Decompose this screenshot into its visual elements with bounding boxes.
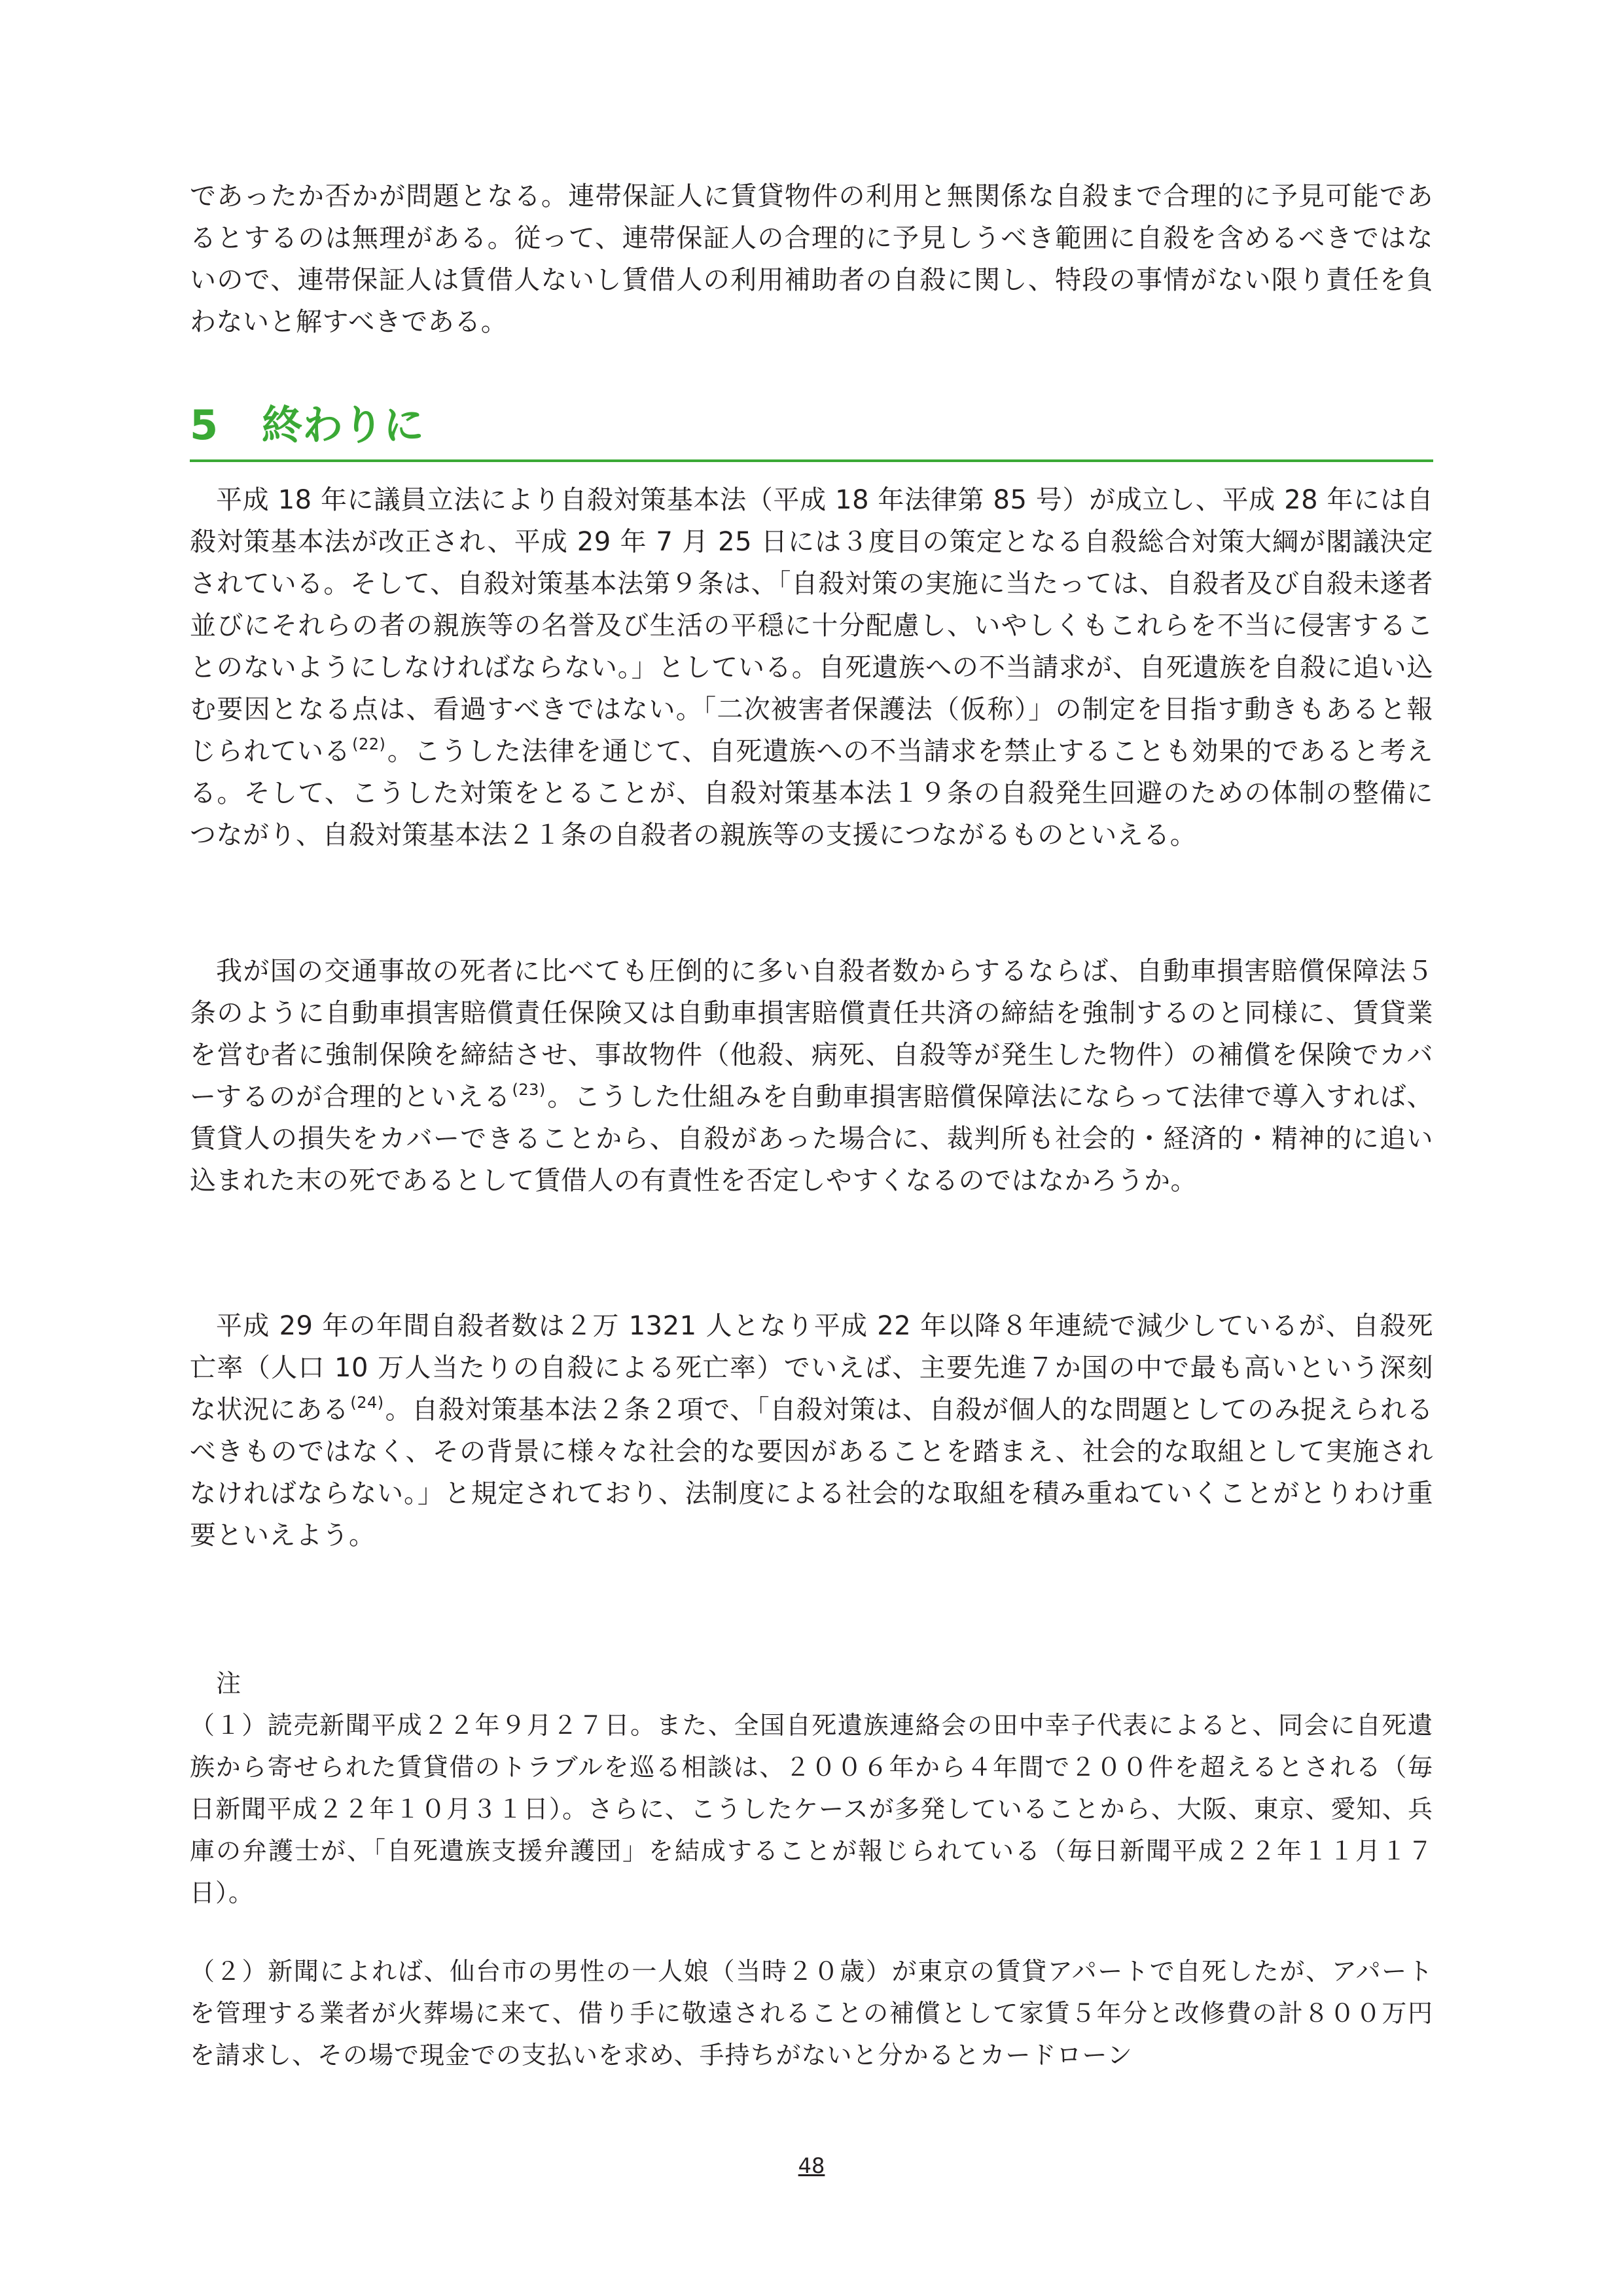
paragraph-text: 平成 18 年に議員立法により自殺対策基本法（平成 18 年法律第 85 号）が成立し、平成 28 年には自殺対策基本法が改正され、平成 29 年 7 月 25 日には３度目の策定となる自殺総合対策大綱が閣議決定されている。そして、自殺対策基本法第９条は、「自殺対策の実施に当たっては、自殺者及び自殺未遂者並びにそれらの者の親族等の名誉及び生活の平穏に十分配慮し、いやしくもこれらを不当に侵害することのないようにしなければならない。」としている。自死遺族への不当請求が、自死遺族を自殺に追い込む要因となる点は、看過すべきではない。「二次被害者保護法（仮称）」の制定を目指す動きもあると報じられている [190,485,1433,766]
intro-paragraph: であったか否かが問題となる。連帯保証人に賃貸物件の利用と無関係な自殺まで合理的に予見可能であるとするのは無理がある。従って、連帯保証人の合理的に予見しうべき範囲に自殺を含めるべきではないので、連帯保証人は賃借人ないし賃借人の利用補助者の自殺に関し、特段の事情がない限り責任を負わないと解すべきである。 [190,181,1433,337]
note-1-block [190,1704,1433,1914]
page-number: 48 [798,2153,825,2178]
section-number: 5 [190,401,219,449]
body-paragraph-1-block [190,479,1433,856]
body-paragraph-2 [190,950,1433,1202]
note-2-block [190,1950,1433,2076]
paragraph-text: 平成 29 年の年間自殺者数は２万 1321 人となり平成 22 年以降８年連続で減少しているが、自殺死亡率（人口 10 万人当たりの自殺による死亡率）でいえば、主要先進７か国の中で最も高いという深刻な状況にある [190,1311,1433,1425]
note-2: （２）新聞によれば、仙台市の男性の一人娘（当時２０歳）が東京の賃貸アパートで自死したが、アパートを管理する業者が火葬場に来て、借り手に敬遠されることの補償として家賃５年分と改修費の計８００万円を請求し、その場で現金での支払いを求め、手持ちがないと分かるとカードローン [190,1957,1433,2070]
paragraph-text: 。こうした仕組みを自動車損害賠償保障法にならって法律で導入すれば、賃貸人の損失をカバーできることから、自殺があった場合に、裁判所も社会的・経済的・精神的に追い込まれた末の死であるとして賃借人の有責性を否定しやすくなるのではなかろうか。 [190,1082,1434,1196]
footnote-ref-23: (23) [512,1081,546,1099]
body-paragraph-2-block [190,950,1433,1202]
body-paragraph-1 [190,479,1433,856]
footnote-ref-22: (22) [352,735,386,753]
paragraph-text: 我が国の交通事故の死者に比べても圧倒的に多い自殺者数からするならば、自動車損害賠償保障法５条のように自動車損害賠償責任保険又は自動車損害賠償責任共済の締結を強制するのと同様に、賃貸業を営む者に強制保険を締結させ、事故物件（他殺、病死、自殺等が発生した物件）の補償を保険でカバーするのが合理的といえる [190,956,1433,1112]
section-title: 終わりに [262,401,425,449]
paragraph-text: 。自殺対策基本法２条２項で、「自殺対策は、自殺が個人的な問題としてのみ捉えられるべきものではなく、その背景に様々な社会的な要因があることを踏まえ、社会的な取組として実施されなければならない。」と規定されており、法制度による社会的な取組を積み重ねていくことがとりわけ重要といえよう。 [190,1395,1434,1551]
intro-paragraph-block [190,175,1433,343]
footnote-ref-24: (24) [350,1393,384,1412]
notes-label: 注 [216,1669,241,1698]
body-paragraph-3-block [190,1305,1433,1556]
section-heading [190,394,1433,462]
note-1: （１）読売新聞平成２２年９月２７日。また、全国自死遺族連絡会の田中幸子代表によると、同会に自死遺族から寄せられた賃貸借のトラブルを巡る相談は、２００６年から４年間で２００件を超えるとされる（毎日新聞平成２２年１０月３１日）。さらに、こうしたケースが多発していることから、大阪、東京、愛知、兵庫の弁護士が、「自死遺族支援弁護団」を結成することが報じられている（毎日新聞平成２２年１１月１７日）。 [190,1711,1433,1907]
paragraph-text: 。こうした法律を通じて、自死遺族への不当請求を禁止することも効果的であると考える。そして、こうした対策をとることが、自殺対策基本法１９条の自殺発生回避のための体制の整備につながり、自殺対策基本法２１条の自殺者の親族等の支援につながるものといえる。 [190,736,1434,850]
body-paragraph-3 [190,1305,1433,1556]
